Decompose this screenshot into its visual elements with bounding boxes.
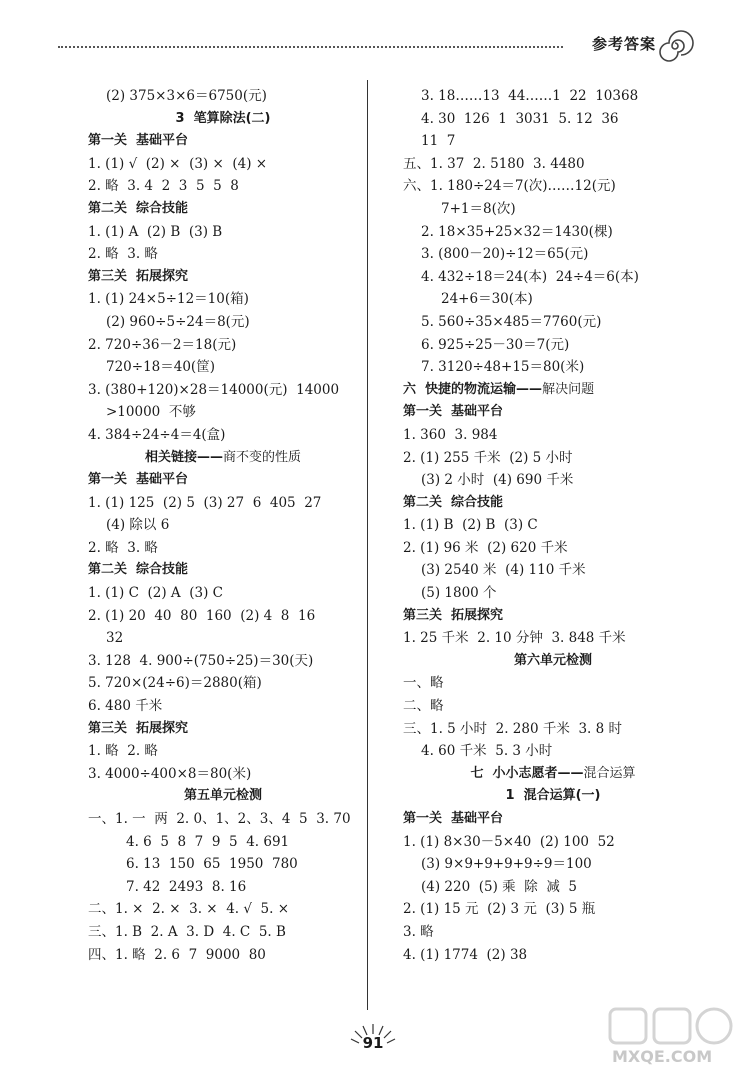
line-text: 7. 42 2493 8. 16 [126,878,247,895]
chapter-title [403,650,703,673]
line-text: 1. (1) 125 (2) 5 (3) 27 6 405 27 [88,494,322,511]
section-heading [403,605,703,628]
spiral-ornament-icon [655,26,695,66]
line-text: 1. (1) √ (2) × (3) × (4) × [88,155,268,172]
line-text: 四、1. 略 2. 6 7 9000 80 [88,946,266,963]
line-text: 第三关 拓展探究 [403,607,504,623]
answer-line [403,153,703,176]
answer-line [88,514,358,537]
line-text: 32 [106,630,124,647]
line-text: 3. (800－20)÷12＝65(元) [421,246,589,263]
line-text: 7+1＝8(次) [441,200,516,217]
page-number-badge [348,1020,398,1060]
answer-line [403,876,703,899]
answer-line [403,198,703,221]
header-dotted-rule [58,46,563,48]
site-watermark [602,1005,742,1075]
line-text: 三、1. 5 小时 2. 280 千米 3. 8 时 [403,720,622,737]
line-text: 六 快捷的物流运输—— [403,381,543,397]
section-heading [88,559,358,582]
section-heading [88,718,358,741]
answer-line [403,424,703,447]
header-title: 参考答案 [592,35,657,53]
answer-line [403,447,703,470]
line-text: (3) 9×9+9+9+9÷9＝100 [421,856,592,873]
line-text: 2. (1) 96 米 (2) 620 千米 [403,539,568,556]
line-text: 2. 略 3. 4 2 3 5 5 8 [88,178,239,195]
line-text: 第一关 基础平台 [88,472,189,488]
line-text: 24+6＝30(本) [441,291,533,308]
answer-line [88,85,358,108]
line-text: 1. (1) A (2) B (3) B [88,223,223,240]
line-text: 五、1. 37 2. 5180 3. 4480 [403,155,585,172]
line-text: 4. (1) 1774 (2) 38 [403,946,528,963]
answer-line [403,831,703,854]
answer-line [403,288,703,311]
answer-line [403,944,703,967]
answer-line [88,650,358,673]
line-text: 第一关 基础平台 [88,133,189,149]
answer-line [88,175,358,198]
answer-line [88,424,358,447]
answer-line [403,311,703,334]
answer-line [88,808,358,831]
line-text: (5) 1800 个 [421,585,497,602]
answer-line [88,876,358,899]
answer-line [88,401,358,424]
section-heading [88,266,358,289]
answer-line [403,537,703,560]
line-text: 3. 略 [403,923,434,940]
line-text: 1. (1) B (2) B (3) C [403,517,538,534]
line-text: 二、1. × 2. × 3. × 4. √ 5. × [88,901,290,918]
line-text: 6. 480 千米 [88,698,163,715]
answer-line [403,740,703,763]
line-text: 4. 384÷24÷4＝4(盒) [88,426,226,443]
line-text: 第一关 基础平台 [403,404,504,420]
line-text: 2. 18×35+25×32＝1430(棵) [421,223,613,240]
title-suffix: 解决问题 [542,381,595,397]
answer-line [403,85,703,108]
line-text: 第六单元检测 [513,652,592,668]
line-text: 第一关 基础平台 [403,811,504,826]
answer-line [88,831,358,854]
line-text: 三、1. B 2. A 3. D 4. C 5. B [88,923,286,940]
answer-line [403,130,703,153]
line-text: 3. 128 4. 900÷(750÷25)＝30(天) [88,652,314,669]
line-text: 5. 720×(24÷6)＝2880(箱) [88,675,262,692]
answer-line [88,311,358,334]
line-text: 6. 925÷25－30＝7(元) [421,336,570,353]
answer-line [88,605,358,628]
line-text: 七 小小志愿者—— [470,765,584,781]
chapter-title [403,379,703,402]
line-text: 2. 720÷36－2＝18(元) [88,336,237,353]
answer-line [88,898,358,921]
line-text: 第三关 拓展探究 [88,268,189,284]
answer-line [403,559,703,582]
section-heading [403,808,703,831]
chapter-title [88,447,358,470]
line-text: 2. 略 3. 略 [88,246,158,263]
line-text: 3. 4000÷400×8＝80(米) [88,765,252,782]
answer-line [88,153,358,176]
answer-line [403,243,703,266]
answer-line [403,695,703,718]
chapter-title [88,108,358,131]
answer-line [88,627,358,650]
line-text: 2. (1) 15 元 (2) 3 元 (3) 5 瓶 [403,901,596,918]
page-number: 91 [362,1034,384,1052]
page-header [0,0,750,70]
answer-line [88,944,358,967]
answer-line [403,853,703,876]
line-text: 二、略 [403,698,444,715]
chapter-title [88,785,358,808]
line-text: (3) 2540 米 (4) 110 千米 [421,562,586,579]
answer-line [88,853,358,876]
watermark-logo-icon [602,1005,742,1050]
answer-line [403,898,703,921]
answer-line [88,243,358,266]
answer-line [88,537,358,560]
line-text: 5. 560÷35×485＝7760(元) [421,313,602,330]
answer-line [88,492,358,515]
line-text: 1. (1) C (2) A (3) C [88,585,223,602]
answer-line [88,582,358,605]
line-text: 3. (380+120)×28＝14000(元) 14000 [88,381,340,398]
section-heading [88,198,358,221]
answer-line [88,740,358,763]
answer-line [88,356,358,379]
watermark-text: MXQE.COM [612,1047,713,1066]
answer-line [88,288,358,311]
line-text: 1 混合运算(一) [505,788,601,804]
line-text: 1. 25 千米 2. 10 分钟 3. 848 千米 [403,630,626,647]
line-text: 1. 略 2. 略 [88,743,158,760]
line-text: >10000 不够 [106,404,196,421]
answer-line [403,175,703,198]
answer-line [403,672,703,695]
answer-line [88,695,358,718]
line-text: 3. 18……13 44……1 22 10368 [421,88,639,104]
answer-line [403,627,703,650]
line-text: 1. (1) 8×30－5×40 (2) 100 52 [403,833,615,850]
line-text: 2. (1) 20 40 80 160 (2) 4 8 16 [88,607,316,624]
line-text: 2. 略 3. 略 [88,539,158,556]
line-text: 第二关 综合技能 [88,200,189,216]
answer-line [88,921,358,944]
answer-line [403,356,703,379]
line-text: 11 7 [421,133,456,150]
answer-line [403,334,703,357]
section-heading [403,401,703,424]
answer-line [403,469,703,492]
answer-line [403,921,703,944]
answer-line [403,582,703,605]
line-text: 一、1. 一 两 2. 0、1、2、3、4 5 3. 70 [88,811,351,827]
answer-line [88,763,358,786]
line-text: 720÷18＝40(筐) [106,359,215,376]
answer-line [403,514,703,537]
answer-line [403,718,703,741]
line-text: 第二关 综合技能 [403,494,504,510]
line-text: 六、1. 180÷24＝7(次)……12(元) [403,178,616,195]
line-text: 2. (1) 255 千米 (2) 5 小时 [403,449,573,466]
left-answer-column [88,85,358,966]
title-suffix: 商不变的性质 [223,449,302,465]
line-text: 4. 60 千米 5. 3 小时 [421,743,553,760]
line-text: 3 笔算除法(二) [175,110,271,126]
line-text: 第二关 综合技能 [88,562,189,578]
line-text: (4) 220 (5) 乘 除 减 5 [421,878,578,895]
line-text: 6. 13 150 65 1950 780 [126,856,298,873]
line-text: 4. 432÷18＝24(本) 24÷4＝6(本) [421,268,639,285]
section-heading [88,130,358,153]
line-text: (2) 375×3×6＝6750(元) [106,88,267,104]
line-text: (3) 2 小时 (4) 690 千米 [421,472,574,489]
line-text: 4. 6 5 8 7 9 5 4. 691 [126,833,290,850]
line-text: 1. 360 3. 984 [403,426,498,443]
answer-line [88,334,358,357]
answer-line [88,379,358,402]
line-text: 相关链接—— [144,449,223,465]
chapter-title [403,763,703,786]
line-text: 第五单元检测 [183,788,262,804]
section-heading [403,492,703,515]
answer-line [403,266,703,289]
line-text: 1. (1) 24×5÷12＝10(箱) [88,291,249,308]
answer-line [88,672,358,695]
line-text: 一、略 [403,675,444,692]
column-divider [367,80,368,1010]
section-heading [88,469,358,492]
line-text: 第三关 拓展探究 [88,720,189,736]
line-text: 4. 30 126 1 3031 5. 12 36 [421,110,619,127]
answer-line [403,221,703,244]
chapter-title [403,785,703,808]
answer-line [88,221,358,244]
right-answer-column [403,85,703,966]
title-suffix: 混合运算 [583,765,636,781]
line-text: (2) 960÷5÷24＝8(元) [106,313,250,330]
line-text: (4) 除以 6 [106,517,170,534]
line-text: 7. 3120÷48+15＝80(米) [421,359,585,376]
answer-line [403,108,703,131]
